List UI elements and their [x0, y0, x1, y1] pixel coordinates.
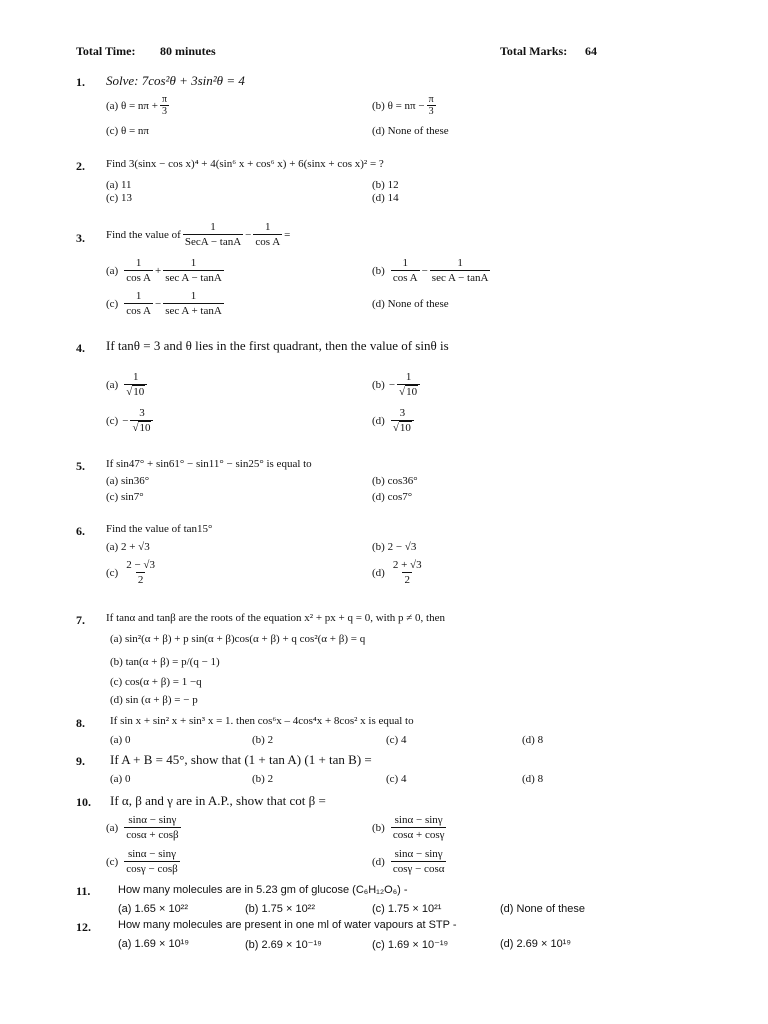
- fraction: [124, 559, 157, 587]
- numerator: 1: [457, 257, 463, 269]
- question-number: 7.: [76, 613, 85, 627]
- option-c: (c) 4: [386, 734, 407, 746]
- option-a: (a) 2 + √3: [106, 541, 150, 553]
- fraction: [124, 371, 147, 399]
- fraction: [391, 848, 447, 876]
- option-d: [372, 559, 426, 587]
- option-d: (d) None of these: [500, 903, 585, 915]
- option-b: (b) 12: [372, 179, 399, 191]
- numerator: sinα − sinγ: [127, 848, 176, 860]
- denominator: sec A − tanA: [165, 272, 222, 284]
- fraction: [124, 814, 180, 842]
- question-number: 6.: [76, 524, 85, 538]
- denominator: cosα + cosβ: [126, 829, 179, 841]
- fraction: [124, 848, 180, 876]
- option-b: [372, 814, 448, 842]
- question-text: If tanθ = 3 and θ lies in the first quadrant, then the value of sinθ is: [106, 338, 449, 353]
- numerator: 1: [210, 221, 216, 233]
- option-d: (d) cos7°: [372, 491, 413, 503]
- option-d: (d) 8: [522, 773, 544, 785]
- option-label: (b): [372, 822, 385, 834]
- question-number: 8.: [76, 716, 85, 730]
- numerator: π: [161, 94, 168, 105]
- total-marks-label: Total Marks:: [500, 44, 568, 58]
- question-number: 5.: [76, 459, 85, 473]
- option-label: (c): [106, 567, 119, 579]
- option-c: [106, 290, 226, 318]
- numerator: 1: [135, 290, 142, 302]
- option-c: (c) sin7°: [106, 491, 144, 503]
- question-text: If A + B = 45°, show that (1 + tan A) (1 + tan B) =: [110, 752, 372, 767]
- option-label: (a): [106, 822, 119, 834]
- question-text: [106, 221, 290, 249]
- option-label: (a): [106, 265, 119, 277]
- operator: −: [245, 229, 252, 241]
- denominator: cos A: [392, 272, 418, 284]
- question-number: 11.: [76, 884, 91, 898]
- option-label: (b): [372, 265, 385, 277]
- option-b: [372, 257, 492, 285]
- option-b: (b) cos36°: [372, 475, 418, 487]
- question-text-lead: Find the value of: [106, 229, 181, 241]
- fraction: [391, 407, 414, 435]
- option-a: (a) sin²(α + β) + p sin(α + β)cos(α + β) + q cos²(α + β) = q: [110, 633, 366, 645]
- denominator: √10: [124, 384, 147, 399]
- denominator: 3: [161, 106, 167, 117]
- numerator: 1: [405, 371, 412, 383]
- question-number: 12.: [76, 920, 91, 934]
- option-label: (d): [372, 415, 385, 427]
- option-d: (d) sin (α + β) = − p: [110, 694, 198, 706]
- numerator: 1: [190, 257, 197, 269]
- denominator: √10: [130, 420, 153, 435]
- denominator: 2: [404, 574, 410, 586]
- option-label: (a): [106, 379, 119, 391]
- question-number: 3.: [76, 231, 85, 245]
- denominator: cosγ − cosα: [392, 863, 445, 875]
- denominator: SecA − tanA: [184, 236, 242, 248]
- sign: −: [388, 379, 396, 391]
- option-d: (d) 14: [372, 192, 399, 204]
- fraction: [163, 257, 224, 285]
- question-number: 1.: [76, 75, 85, 89]
- fraction: [130, 407, 153, 435]
- fraction: [124, 257, 153, 285]
- option-d: (d) None of these: [372, 125, 449, 137]
- option-c: (c) θ = nπ: [106, 125, 149, 137]
- denominator: cosα + cosγ: [392, 829, 445, 841]
- fraction: [391, 814, 447, 842]
- option-d: (d) 2.69 × 10¹⁹: [500, 938, 572, 950]
- radicand: 10: [406, 386, 418, 398]
- option-b: (b) 1.75 × 10²²: [245, 903, 316, 915]
- total-time-label: Total Time:: [76, 44, 136, 58]
- question-number: 10.: [76, 795, 91, 809]
- denominator: cos A: [255, 236, 281, 248]
- numerator: π: [428, 94, 434, 105]
- denominator: sec A − tanA: [431, 272, 489, 284]
- option-d: (d) None of these: [372, 298, 449, 310]
- option-b: (b) 2.69 × 10⁻¹⁹: [245, 939, 322, 951]
- question-text: If sin x + sin² x + sin³ x = 1. then cos⁶x – 4cos⁴x + 8cos² x is equal to: [110, 715, 414, 727]
- fraction: [124, 290, 153, 318]
- option-a: (a) 1.69 × 10¹⁹: [118, 938, 190, 950]
- option-c: [106, 559, 159, 587]
- sign: −: [122, 415, 129, 427]
- operator: =: [284, 229, 291, 241]
- fraction: [183, 221, 243, 249]
- option-a: (a) 11: [106, 179, 132, 191]
- numerator: sinα − sinγ: [394, 814, 443, 826]
- numerator: 1: [402, 257, 408, 269]
- option-a: (a) 0: [110, 773, 131, 785]
- numerator: 2 + √3: [392, 559, 422, 571]
- option-c: (c) 4: [386, 773, 407, 785]
- option-text: (a) θ = nπ +: [106, 99, 158, 112]
- option-c: [106, 407, 155, 435]
- option-c: [106, 848, 182, 876]
- question-text: Find 3(sinx − cos x)⁴ + 4(sin⁶ x + cos⁶ x) + 6(sinx + cos x)² = ?: [106, 158, 384, 170]
- fraction: [430, 257, 491, 285]
- radicand: 10: [399, 422, 411, 434]
- numerator: 3: [139, 407, 145, 419]
- option-label: (c): [106, 415, 119, 427]
- option-d: [372, 407, 416, 435]
- option-a: [106, 257, 226, 285]
- question-text: Find the value of tan15°: [106, 523, 213, 535]
- numerator: 1: [132, 371, 139, 383]
- option-c: (c) 1.75 × 10²¹: [372, 903, 442, 915]
- fraction: [427, 94, 436, 117]
- option-c: (c) cos(α + β) = 1 −q: [110, 676, 202, 688]
- option-a: [106, 94, 171, 117]
- question-text: Solve: 7cos²θ + 3sin²θ = 4: [106, 73, 245, 88]
- denominator: sec A + tanA: [165, 305, 222, 317]
- denominator: cos A: [126, 305, 151, 317]
- option-b: (b) tan(α + β) = p/(q − 1): [110, 656, 220, 668]
- option-a: (a) 1.65 × 10²²: [118, 903, 189, 915]
- option-b: [372, 371, 422, 399]
- option-a: [106, 371, 149, 399]
- numerator: 1: [265, 221, 271, 233]
- question-text: How many molecules are present in one ml of water vapours at STP -: [118, 919, 457, 931]
- question-text: If tanα and tanβ are the roots of the equation x² + px + q = 0, with p ≠ 0, then: [106, 612, 445, 624]
- operator: +: [154, 265, 162, 277]
- option-a: [106, 814, 183, 842]
- numerator: 1: [135, 257, 142, 269]
- denominator: cos A: [126, 272, 151, 284]
- option-b: (b) 2 − √3: [372, 541, 417, 553]
- denominator: 3: [428, 106, 434, 117]
- numerator: sinα − sinγ: [394, 848, 443, 860]
- question-number: 9.: [76, 754, 85, 768]
- operator: −: [421, 265, 428, 277]
- numerator: sinα − sinγ: [128, 814, 177, 826]
- radicand: 10: [133, 386, 145, 398]
- total-marks-value: 64: [585, 44, 597, 58]
- question-number: 2.: [76, 159, 85, 173]
- radicand: 10: [139, 422, 151, 434]
- fraction: [391, 257, 420, 285]
- option-b: (b) 2: [252, 773, 274, 785]
- option-c: (c) 1.69 × 10⁻¹⁹: [372, 939, 449, 951]
- option-label: (b): [372, 379, 385, 391]
- option-label: (d): [372, 567, 385, 579]
- denominator: 2: [137, 574, 144, 586]
- option-label: (c): [106, 856, 119, 868]
- fraction: [397, 371, 420, 399]
- option-d: [372, 848, 448, 876]
- fraction: [391, 559, 424, 587]
- operator: −: [154, 298, 162, 310]
- option-b: [372, 94, 438, 117]
- option-a: (a) sin36°: [106, 475, 150, 487]
- option-b: (b) 2: [252, 734, 274, 746]
- numerator: 1: [190, 290, 197, 302]
- question-text: How many molecules are in 5.23 gm of glucose (C₆H₁₂O₆) -: [118, 884, 408, 896]
- denominator: √10: [391, 420, 414, 435]
- option-a: (a) 0: [110, 734, 131, 746]
- question-number: 4.: [76, 341, 85, 355]
- fraction: [253, 221, 282, 249]
- numerator: 2 − √3: [126, 559, 155, 571]
- option-label: (d): [372, 856, 385, 868]
- question-text: If α, β and γ are in A.P., show that cot β =: [110, 793, 326, 808]
- numerator: 3: [399, 407, 406, 419]
- option-d: (d) 8: [522, 734, 544, 746]
- question-text: If sin47° + sin61° − sin11° − sin25° is equal to: [106, 458, 312, 470]
- option-text: (b) θ = nπ −: [372, 99, 425, 112]
- option-c: (c) 13: [106, 192, 132, 204]
- denominator: √10: [397, 384, 420, 399]
- fraction: [160, 94, 169, 117]
- denominator: cosγ − cosβ: [126, 863, 178, 875]
- option-label: (c): [106, 298, 119, 310]
- total-time-value: 80 minutes: [160, 44, 216, 58]
- fraction: [163, 290, 224, 318]
